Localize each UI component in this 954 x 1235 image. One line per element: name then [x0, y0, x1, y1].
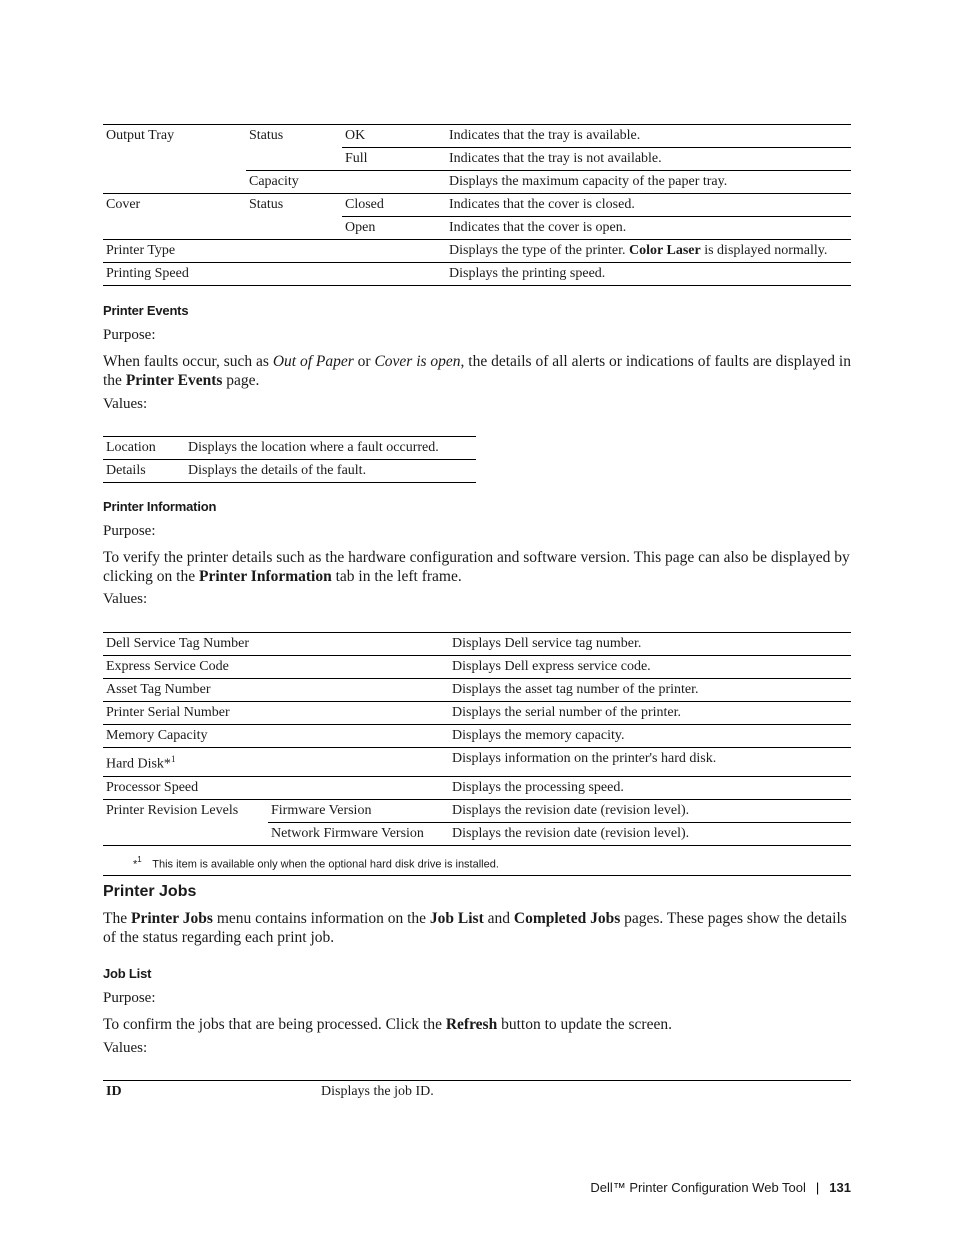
table-row — [103, 799, 851, 822]
table-cell: Indicates that the tray is available. — [446, 125, 851, 148]
table-cell — [103, 148, 246, 171]
table-row — [103, 1081, 851, 1104]
purpose-label: Purpose: — [103, 327, 156, 343]
footnote-row — [103, 845, 851, 876]
paragraph — [103, 1015, 851, 1034]
table-cell: Displays Dell service tag number. — [449, 633, 851, 656]
table-cell: Indicates that the tray is not available. — [446, 148, 851, 171]
table-cell: Asset Tag Number — [103, 679, 449, 702]
table-cell: Express Service Code — [103, 656, 449, 679]
bold-text: Printer Jobs — [130, 910, 213, 927]
table-row — [103, 194, 851, 217]
italic-text: Out of Paper — [272, 353, 354, 370]
table-row — [103, 263, 851, 286]
section-heading: Printer Jobs — [103, 883, 197, 900]
table-row — [103, 776, 851, 799]
text: button to update the screen. — [497, 1016, 672, 1033]
table-row — [103, 217, 851, 240]
bold-text: Completed Jobs — [513, 910, 621, 927]
bold-text: Refresh — [445, 1016, 498, 1033]
page-number: 131 — [829, 1180, 851, 1195]
table-cell: Location — [103, 437, 185, 460]
values-label: Values: — [103, 396, 148, 412]
purpose-label: Purpose: — [103, 990, 156, 1006]
cell-bold-text: Color Laser — [629, 243, 701, 258]
cell-text: Hard Disk* — [106, 756, 171, 772]
cell-bold-text: ID — [106, 1084, 122, 1099]
cell-text: Displays the type of the printer. — [449, 243, 630, 258]
text: or — [353, 353, 375, 370]
table-cell — [342, 240, 446, 263]
table-cell: Indicates that the cover is open. — [446, 217, 851, 240]
footer-title: Dell™ Printer Configuration Web Tool — [590, 1180, 806, 1195]
table-row — [103, 748, 851, 777]
table-row — [103, 725, 851, 748]
footnote-mark: * — [133, 858, 138, 871]
footnote-sup: 1 — [137, 854, 142, 864]
table-cell: Indicates that the cover is closed. — [446, 194, 851, 217]
table-cell: Displays the job ID. — [321, 1084, 434, 1099]
table-cell: Details — [103, 460, 185, 483]
text: pages. These pages show the details of the status regarding each print job. — [103, 910, 847, 946]
table-cell — [446, 240, 851, 263]
footnote-ref: 1 — [170, 754, 176, 764]
table-cell: Displays the asset tag number of the printer. — [449, 679, 851, 702]
table-cell: Network Firmware Version — [268, 822, 449, 845]
text: tab in the left frame. — [331, 568, 462, 585]
table-cell — [103, 171, 246, 194]
values-label: Values: — [103, 591, 148, 607]
table-cell: Printer Serial Number — [103, 702, 449, 725]
text: To confirm the jobs that are being processed. Click the — [103, 1016, 446, 1033]
table-cell: Displays Dell express service code. — [449, 656, 851, 679]
table-row — [103, 125, 851, 148]
table-cell — [103, 217, 246, 240]
table-cell — [103, 1081, 318, 1104]
section-heading: Printer Events — [103, 303, 189, 318]
table-cell: Processor Speed — [103, 776, 449, 799]
table-cell: Firmware Version — [268, 799, 449, 822]
italic-text: Cover is open — [374, 353, 461, 370]
bold-text: Printer Events — [125, 372, 223, 389]
table-cell: OK — [342, 125, 446, 148]
table-row — [103, 822, 851, 845]
text: To verify the printer details such as the hardware configuration and software version. This page can also be displayed by clicking on the — [103, 549, 850, 585]
table-cell: Displays the printing speed. — [446, 263, 851, 286]
table-cell: Displays the maximum capacity of the paper tray. — [446, 171, 851, 194]
table-row — [103, 460, 476, 483]
output-tray-table — [103, 124, 851, 286]
bold-text: Job List — [429, 910, 484, 927]
text: When faults occur, such as — [103, 353, 273, 370]
table-cell: Memory Capacity — [103, 725, 449, 748]
table-row — [103, 148, 851, 171]
table-cell — [246, 148, 342, 171]
text: , the details of all alerts or indications of faults are displayed in the — [103, 353, 851, 389]
footnote-text: This item is available only when the optional hard disk drive is installed. — [152, 858, 499, 871]
table-cell: Displays information on the printer's hard disk. — [449, 748, 851, 777]
bold-text: Printer Information — [199, 568, 332, 585]
printer-events-table — [103, 436, 476, 483]
table-row — [103, 633, 851, 656]
footnote-cell — [103, 845, 851, 876]
table-cell: Status — [249, 197, 284, 212]
table-cell: Printer Revision Levels — [106, 802, 239, 818]
table-cell — [342, 263, 446, 286]
table-cell — [103, 748, 449, 777]
table-cell: Open — [342, 217, 446, 240]
table-cell: Capacity — [246, 171, 342, 194]
table-cell: Displays the details of the fault. — [185, 460, 476, 483]
table-row — [103, 679, 851, 702]
table-row — [103, 171, 851, 194]
footer-separator: | — [815, 1180, 820, 1195]
section-heading: Printer Information — [103, 499, 217, 514]
table-cell: Cover — [106, 197, 141, 212]
table-row — [103, 240, 851, 263]
table-cell — [103, 822, 268, 845]
table-cell: Status — [249, 128, 284, 143]
text: The — [103, 910, 131, 927]
printer-information-table — [103, 632, 851, 876]
job-list-table — [103, 1080, 851, 1103]
table-cell: Displays the serial number of the printer. — [449, 702, 851, 725]
table-cell: Closed — [342, 194, 446, 217]
section-heading: Job List — [103, 966, 152, 981]
table-row — [103, 656, 851, 679]
table-row — [103, 437, 476, 460]
table-cell: Full — [342, 148, 446, 171]
table-row — [103, 702, 851, 725]
table-cell: Displays the memory capacity. — [449, 725, 851, 748]
table-cell — [246, 240, 342, 263]
text: page. — [222, 372, 260, 389]
table-cell: Printer Type — [103, 240, 246, 263]
table-cell: Displays the processing speed. — [449, 776, 851, 799]
text: menu contains information on the — [212, 910, 430, 927]
table-cell — [246, 217, 342, 240]
table-cell: Displays the revision date (revision level). — [449, 822, 851, 845]
paragraph — [103, 909, 851, 947]
table-cell — [342, 171, 446, 194]
purpose-label: Purpose: — [103, 523, 156, 539]
paragraph — [103, 548, 851, 586]
table-cell — [246, 263, 342, 286]
table-cell: Printing Speed — [103, 263, 246, 286]
table-cell: Displays the location where a fault occurred. — [185, 437, 476, 460]
cell-text: is displayed normally. — [700, 243, 828, 258]
paragraph — [103, 352, 851, 390]
table-cell: Output Tray — [106, 128, 175, 143]
table-cell: Dell Service Tag Number — [103, 633, 449, 656]
page-footer — [590, 1180, 851, 1195]
values-label: Values: — [103, 1040, 148, 1056]
text: and — [483, 910, 514, 927]
table-cell: Displays the revision date (revision level). — [449, 799, 851, 822]
